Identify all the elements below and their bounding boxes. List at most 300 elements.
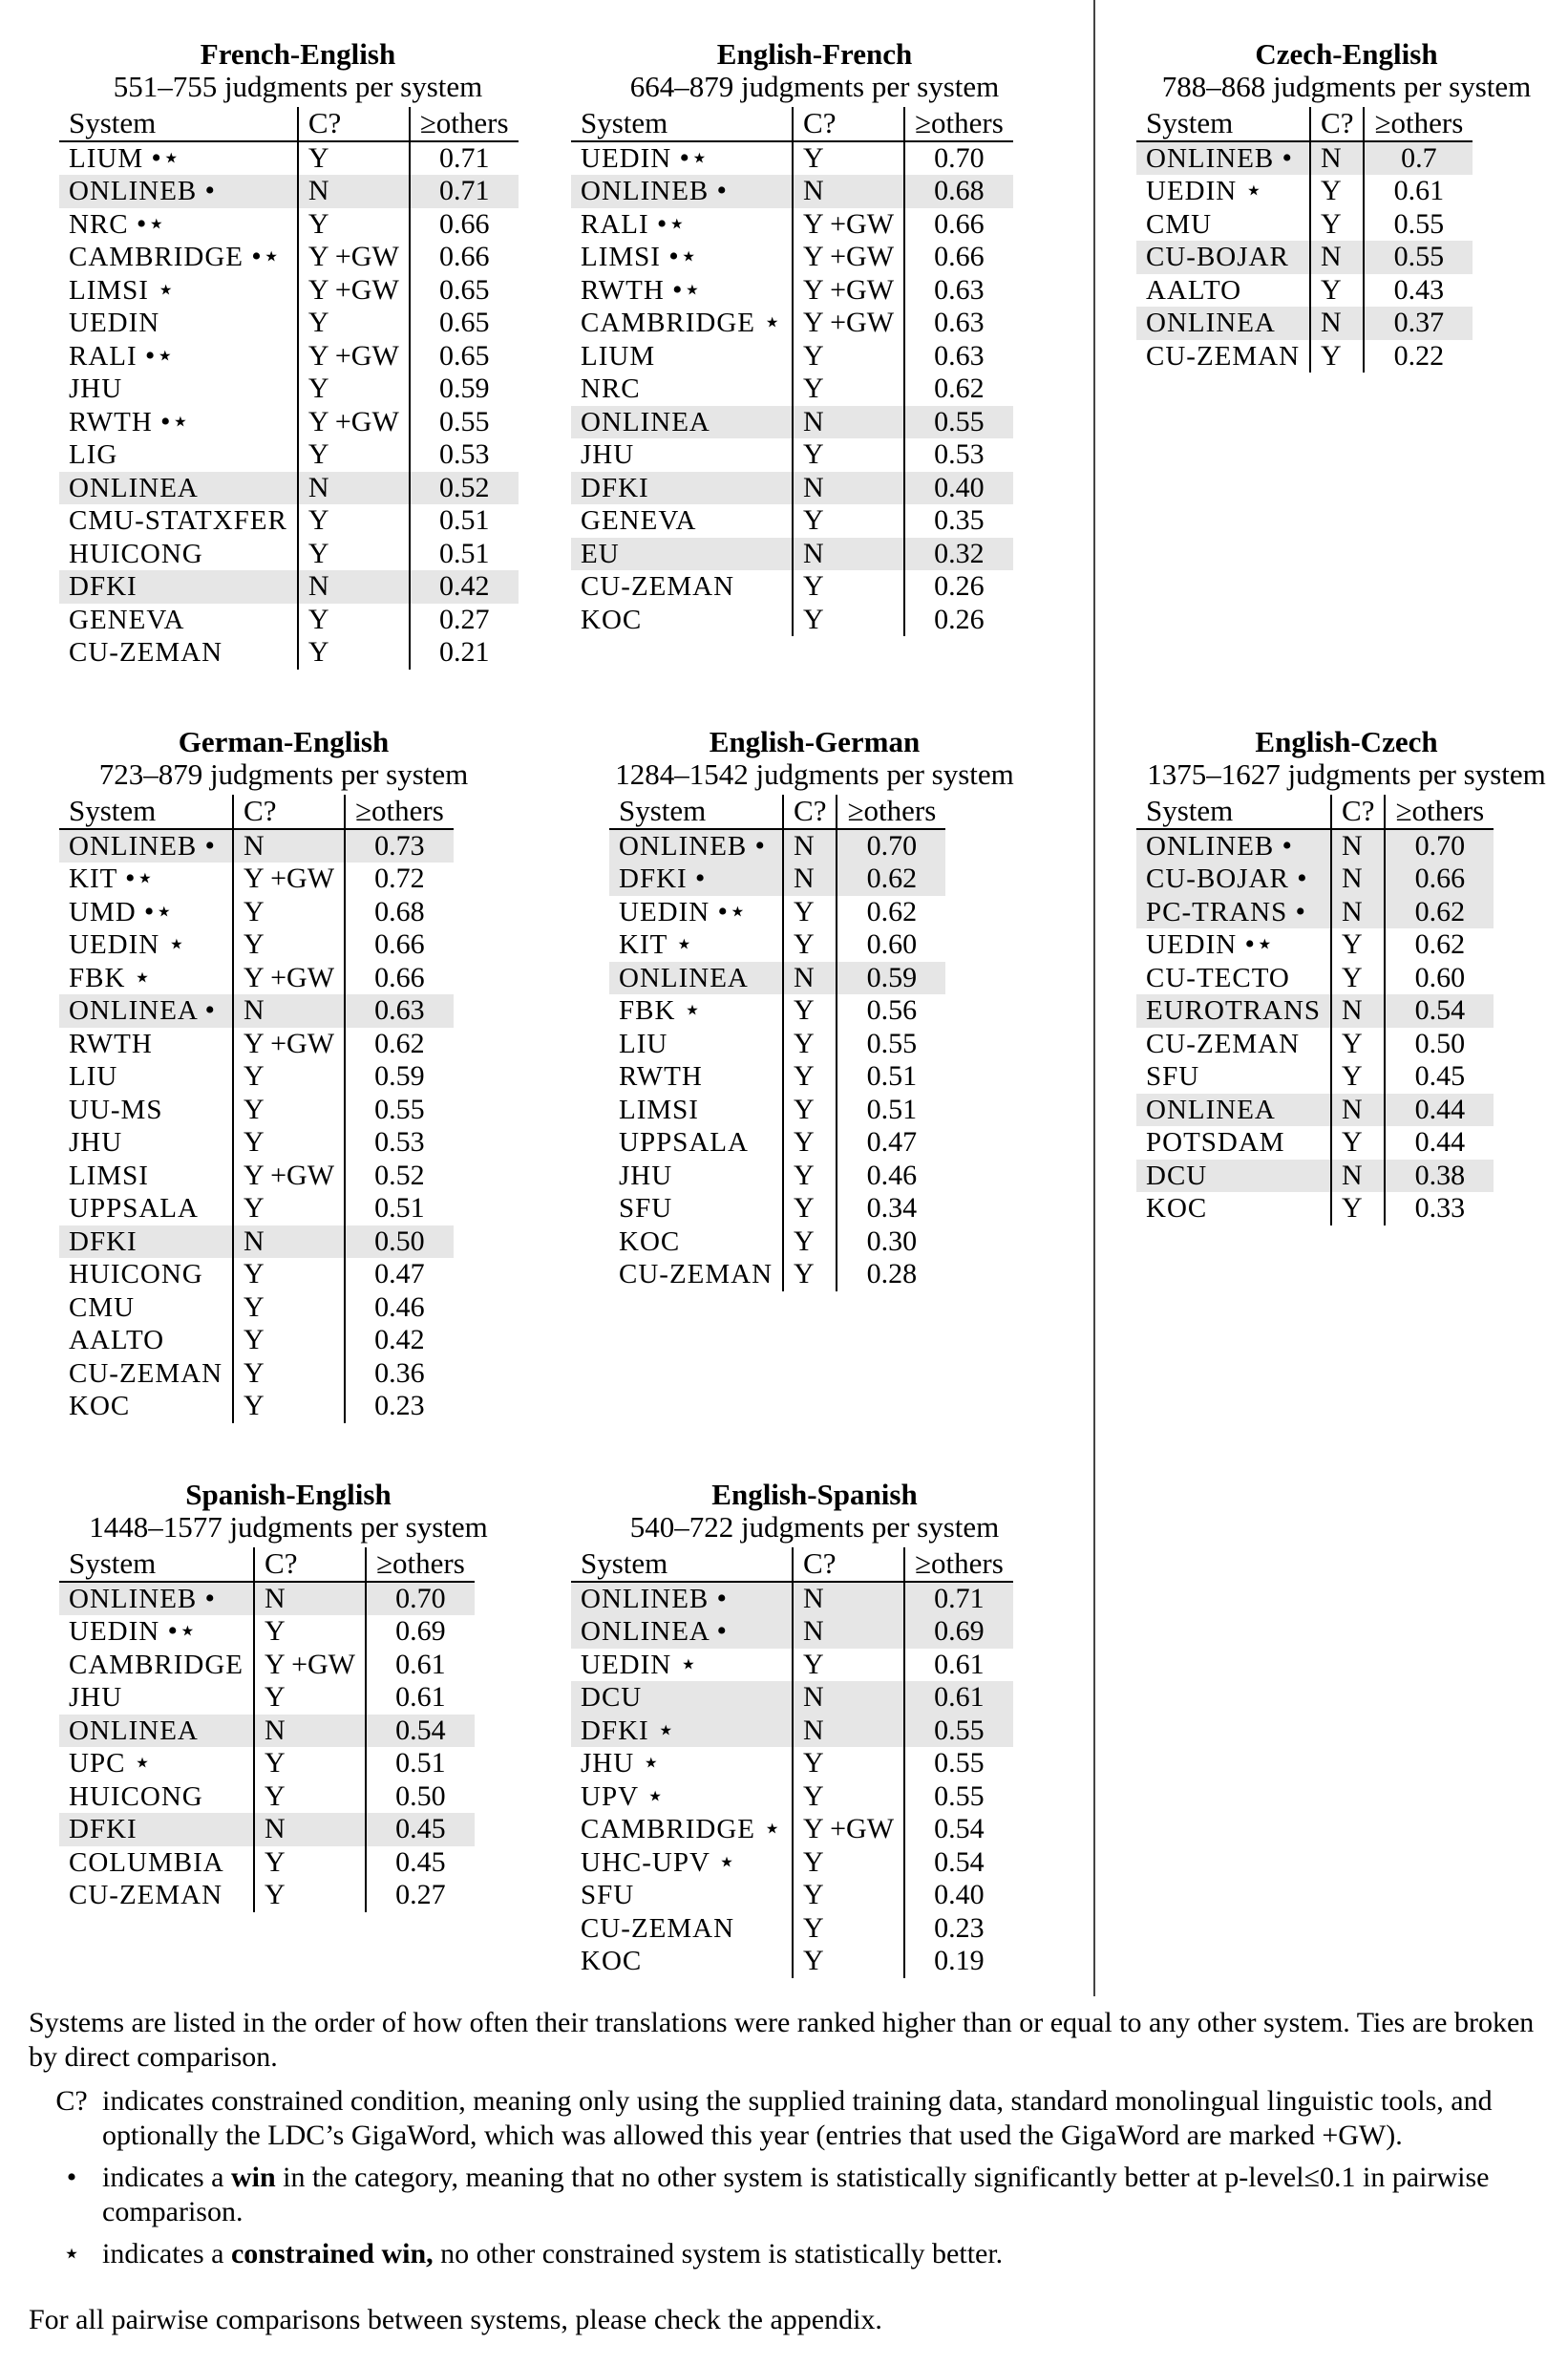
system-cell	[59, 636, 298, 670]
table-row	[59, 1390, 454, 1423]
constrained-cell	[793, 175, 904, 208]
system-cell	[59, 604, 298, 637]
results-table	[59, 1547, 475, 1912]
constrained-cell	[298, 307, 410, 340]
system-cell	[59, 1780, 254, 1814]
constrained-value: Y	[307, 307, 329, 338]
constrained-value: Y	[307, 141, 329, 174]
constrained-cell	[783, 1192, 837, 1225]
constrained-cell	[783, 962, 837, 995]
constrained-cell	[1310, 241, 1364, 274]
system-name: CMU	[1146, 208, 1213, 240]
system-name: UEDIN	[1146, 176, 1238, 206]
constrained-value: Y	[803, 570, 824, 602]
header-system: System	[1136, 795, 1331, 829]
system-cell	[609, 928, 783, 962]
table-row	[571, 307, 1013, 340]
system-name: LIU	[69, 1061, 118, 1092]
table-row	[59, 438, 519, 472]
score-cell: 0.55	[904, 1747, 1013, 1780]
score-cell: 0.51	[837, 1094, 945, 1127]
constrained-value: Y	[803, 1813, 823, 1844]
constrained-cell	[233, 1028, 345, 1061]
table-row	[1136, 1060, 1494, 1094]
score-cell: 0.56	[837, 994, 945, 1028]
system-cell	[609, 896, 783, 929]
header-constrained: C?	[1310, 107, 1364, 141]
system-name: DFKI	[69, 1225, 138, 1257]
system-cell	[571, 472, 793, 505]
header-others: ≥others	[904, 107, 1013, 141]
header-others: ≥others	[366, 1547, 475, 1582]
system-name: UPC	[69, 1748, 126, 1779]
table-row	[609, 1160, 945, 1193]
constrained-value: Y	[244, 1192, 265, 1224]
constrained-value: Y	[244, 1060, 265, 1092]
score-cell: 0.53	[904, 438, 1013, 472]
constrained-value: Y	[1321, 273, 1342, 306]
system-name: JHU	[581, 1748, 635, 1779]
constrained-value: Y	[803, 1747, 824, 1779]
constrained-value: Y	[803, 207, 823, 240]
score-cell: 0.54	[904, 1813, 1013, 1846]
panel-english-spanish	[571, 1479, 1058, 1978]
table-row	[59, 1060, 454, 1094]
win-mark-icon: •	[1297, 863, 1308, 894]
constrained-text: indicates constrained condition, meaning only using the supplied training data, standard monolingual linguistic tools, and optionally the LDC’s GigaWord, which was allowed this year (entries that used the GigaWord are marked +GW).	[102, 2085, 1493, 2151]
table-row	[59, 829, 454, 863]
notes	[29, 2006, 1547, 2279]
system-name: PC-TRANS	[1146, 896, 1288, 927]
results-table	[1136, 795, 1494, 1225]
system-name: CAMBRIDGE	[581, 1814, 756, 1844]
score-cell: 0.63	[904, 340, 1013, 373]
constrained-value: N	[307, 175, 329, 206]
win-mark-icon: •⋆	[656, 207, 688, 240]
score-cell: 0.63	[904, 307, 1013, 340]
score-cell: 0.55	[904, 1715, 1013, 1748]
header-row	[59, 795, 454, 829]
system-cell	[59, 994, 233, 1028]
system-name: UEDIN	[69, 308, 160, 338]
constrained-value: N	[803, 471, 824, 503]
score-cell: 0.69	[366, 1615, 475, 1649]
constrained-cell	[233, 896, 345, 929]
score-cell: 0.27	[366, 1879, 475, 1912]
system-cell	[59, 1357, 233, 1391]
score-cell: 0.66	[410, 241, 519, 274]
table-row	[59, 1028, 454, 1061]
system-name: UEDIN	[1146, 929, 1238, 960]
constrained-cell	[1310, 208, 1364, 242]
win-mark-icon: ⋆	[717, 1845, 737, 1878]
constrained-value: Y	[1342, 961, 1363, 993]
results-table	[571, 1547, 1013, 1978]
table-row	[1136, 1028, 1494, 1061]
gigaword-flag: +GW	[334, 241, 399, 272]
system-cell	[571, 1649, 793, 1682]
constrained-cell	[254, 1780, 366, 1814]
system-cell	[571, 604, 793, 637]
system-cell	[1136, 994, 1331, 1028]
system-cell	[1136, 307, 1310, 340]
constrained-value: Y	[244, 1390, 265, 1421]
score-cell: 0.45	[1385, 1060, 1494, 1094]
system-cell	[59, 1094, 233, 1127]
constrained-cell	[783, 1094, 837, 1127]
score-cell: 0.53	[410, 438, 519, 472]
panel-title: French-English	[200, 37, 396, 71]
constrained-cell	[298, 241, 410, 274]
system-name: ONLINEA	[581, 1616, 710, 1647]
cwin-text-pre: indicates a	[102, 2238, 224, 2269]
constrained-value: N	[265, 1714, 286, 1746]
score-cell: 0.63	[345, 994, 454, 1028]
constrained-cell	[783, 1126, 837, 1160]
system-name: FBK	[69, 962, 126, 993]
win-mark-icon: •⋆	[717, 895, 748, 927]
constrained-value: Y	[803, 1779, 824, 1812]
system-cell	[1136, 863, 1331, 896]
score-cell: 0.27	[410, 604, 519, 637]
constrained-cell	[298, 538, 410, 571]
panel-english-czech	[1136, 726, 1557, 1225]
table-row	[609, 1028, 945, 1061]
constrained-cell	[233, 1094, 345, 1127]
win-mark-icon: •	[1282, 829, 1294, 862]
constrained-value: Y	[244, 1324, 265, 1355]
score-cell: 0.40	[904, 1879, 1013, 1912]
score-cell: 0.55	[904, 406, 1013, 439]
table-row	[59, 1681, 475, 1715]
system-cell	[609, 863, 783, 896]
constrained-value: N	[1321, 307, 1342, 338]
header-others: ≥others	[1364, 107, 1473, 141]
constrained-cell	[233, 1192, 345, 1225]
constrained-cell	[298, 438, 410, 472]
constrained-cell	[298, 141, 410, 176]
system-cell	[59, 1649, 254, 1682]
score-cell: 0.51	[837, 1060, 945, 1094]
system-name: SFU	[619, 1193, 673, 1224]
constrained-cell	[793, 373, 904, 406]
constrained-value: Y	[307, 373, 329, 404]
system-cell	[1136, 1126, 1331, 1160]
system-cell	[609, 1160, 783, 1193]
system-name: CU-ZEMAN	[1146, 1028, 1301, 1059]
constrained-value: N	[1342, 1093, 1363, 1125]
constrained-cell	[1331, 1094, 1385, 1127]
header-others: ≥others	[904, 1547, 1013, 1582]
score-cell: 0.70	[837, 829, 945, 863]
system-name: SFU	[581, 1880, 635, 1910]
win-mark-icon: •⋆	[672, 273, 703, 306]
header-system: System	[59, 795, 233, 829]
bullet-icon: •	[66, 2162, 77, 2193]
header-system: System	[609, 795, 783, 829]
table-row	[609, 1126, 945, 1160]
system-name: UU-MS	[69, 1094, 163, 1125]
win-mark-icon: •⋆	[1244, 928, 1275, 960]
system-name: CU-ZEMAN	[581, 1912, 735, 1944]
table-row	[571, 1813, 1013, 1846]
table-row	[59, 994, 454, 1028]
score-cell: 0.50	[345, 1225, 454, 1259]
table-row	[1136, 928, 1494, 962]
score-cell: 0.7	[1364, 141, 1473, 176]
score-cell: 0.28	[837, 1258, 945, 1291]
table-row	[1136, 340, 1473, 373]
system-cell	[571, 1846, 793, 1880]
constrained-value: N	[803, 537, 824, 569]
constrained-value: N	[265, 1813, 286, 1844]
constrained-cell	[1310, 274, 1364, 308]
system-name: DCU	[581, 1682, 643, 1713]
constrained-cell	[793, 1715, 904, 1748]
table-row	[1136, 208, 1473, 242]
constrained-value: Y	[803, 1845, 824, 1878]
constrained-value: Y	[307, 438, 329, 470]
constrained-value: N	[794, 961, 815, 993]
constrained-cell	[298, 636, 410, 670]
constrained-cell	[233, 1357, 345, 1391]
system-cell	[59, 1324, 233, 1357]
constrained-cell	[233, 1390, 345, 1423]
constrained-cell	[793, 208, 904, 242]
system-cell	[1136, 1094, 1331, 1127]
table-row	[59, 340, 519, 373]
system-name: LIMSI	[581, 242, 661, 272]
constrained-cell	[793, 1649, 904, 1682]
constrained-cell	[254, 1715, 366, 1748]
score-cell: 0.59	[345, 1060, 454, 1094]
win-mark-icon: ⋆	[1244, 175, 1264, 206]
constrained-cell	[793, 307, 904, 340]
table-row	[1136, 962, 1494, 995]
score-cell: 0.61	[1364, 175, 1473, 208]
table-row	[1136, 1160, 1494, 1193]
score-cell: 0.26	[904, 570, 1013, 604]
constrained-cell	[1331, 1126, 1385, 1160]
constrained-cell	[1331, 1160, 1385, 1193]
system-cell	[59, 373, 298, 406]
score-cell: 0.50	[1385, 1028, 1494, 1061]
system-cell	[59, 1291, 233, 1325]
score-cell: 0.51	[410, 504, 519, 538]
system-cell	[609, 1258, 783, 1291]
panel-french-english	[59, 38, 537, 670]
constrained-cell	[1331, 1192, 1385, 1225]
system-name: POTSDAM	[1146, 1127, 1285, 1158]
constrained-cell	[298, 604, 410, 637]
header-constrained: C?	[793, 107, 904, 141]
gigaword-flag: +GW	[830, 307, 895, 338]
table-row	[571, 208, 1013, 242]
constrained-value: Y	[794, 1225, 815, 1257]
win-text-pre: indicates a	[102, 2162, 224, 2193]
results-table	[571, 107, 1013, 636]
system-name: UEDIN	[581, 1649, 672, 1680]
constrained-cell	[1331, 962, 1385, 995]
system-cell	[571, 340, 793, 373]
system-name: ONLINEB	[1146, 142, 1275, 174]
table-row	[59, 472, 519, 505]
constrained-value: N	[1342, 863, 1363, 894]
system-name: CU-ZEMAN	[69, 1880, 223, 1910]
table-row	[1136, 141, 1473, 176]
score-cell: 0.30	[837, 1225, 945, 1259]
system-name: JHU	[69, 373, 123, 404]
win-mark-icon: •	[1282, 141, 1294, 174]
win-mark-icon: •	[754, 829, 767, 862]
constrained-value: Y	[244, 1290, 265, 1323]
score-cell: 0.65	[410, 340, 519, 373]
score-cell: 0.62	[1385, 896, 1494, 929]
system-name: UEDIN	[619, 896, 710, 927]
win-mark-icon: ⋆	[763, 1813, 783, 1844]
table-row	[571, 406, 1013, 439]
constrained-value: Y	[803, 141, 824, 174]
score-cell: 0.72	[345, 863, 454, 896]
constrained-value: N	[794, 829, 815, 862]
constrained-cell	[233, 1258, 345, 1291]
system-cell	[59, 1615, 254, 1649]
table-row	[609, 829, 945, 863]
system-name: ONLINEA	[1146, 308, 1276, 338]
table-row	[59, 1649, 475, 1682]
score-cell: 0.61	[366, 1649, 475, 1682]
footer-note: For all pairwise comparisons between systems, please check the appendix.	[29, 2304, 882, 2335]
constrained-value: Y	[794, 928, 815, 960]
constrained-value: N	[1342, 1159, 1363, 1191]
constrained-value: Y	[794, 994, 815, 1026]
table-row	[571, 274, 1013, 308]
system-name: ONLINEB	[69, 830, 198, 862]
system-cell	[59, 274, 298, 308]
score-cell: 0.55	[837, 1028, 945, 1061]
constrained-cell	[793, 1945, 904, 1978]
system-name: CAMBRIDGE	[581, 308, 756, 338]
system-cell	[59, 406, 298, 439]
constrained-cell	[254, 1813, 366, 1846]
system-cell	[1136, 1060, 1331, 1094]
win-text-post: in the category, meaning that no other system is statistically significantly better at p-level≤0.1 in pairwise comparison.	[102, 2162, 1490, 2227]
score-cell: 0.70	[1385, 829, 1494, 863]
table-row	[609, 896, 945, 929]
win-mark-icon: •	[694, 863, 707, 894]
header-others: ≥others	[1385, 795, 1494, 829]
system-cell	[571, 175, 793, 208]
score-cell: 0.36	[345, 1357, 454, 1391]
panel-subtitle: 723–879 judgments per system	[98, 757, 469, 791]
constrained-cell	[793, 274, 904, 308]
system-name: RWTH	[619, 1061, 703, 1092]
table-row	[59, 1094, 454, 1127]
score-cell: 0.51	[366, 1747, 475, 1780]
system-name: ONLINEB	[581, 176, 710, 206]
score-cell: 0.45	[366, 1846, 475, 1880]
score-cell: 0.37	[1364, 307, 1473, 340]
constrained-value: Y	[307, 207, 329, 240]
table-row	[59, 1615, 475, 1649]
constrained-cell	[233, 962, 345, 995]
constrained-value: N	[803, 1681, 824, 1713]
score-cell: 0.32	[904, 538, 1013, 571]
score-cell: 0.23	[904, 1912, 1013, 1946]
system-name: ONLINEB	[581, 1583, 710, 1614]
panel-subtitle: 1284–1542 judgments per system	[615, 757, 1014, 791]
system-cell	[1136, 928, 1331, 962]
system-name: UPPSALA	[619, 1127, 749, 1158]
constrained-value: Y	[803, 241, 823, 272]
table-row	[571, 504, 1013, 538]
table-row	[1136, 1192, 1494, 1225]
system-cell	[59, 1747, 254, 1780]
table-row	[609, 1192, 945, 1225]
system-name: LIUM	[581, 340, 656, 372]
constrained-value: N	[1342, 829, 1363, 862]
constrained-value: Y	[265, 1879, 286, 1910]
constrained-cell	[298, 175, 410, 208]
constrained-value: Y	[307, 603, 329, 635]
system-name: GENEVA	[581, 505, 697, 536]
column-divider	[1093, 0, 1095, 1996]
score-cell: 0.71	[410, 175, 519, 208]
header-row	[59, 1547, 475, 1582]
constrained-cell	[233, 863, 345, 896]
table-row	[571, 438, 1013, 472]
panel-czech-english	[1136, 38, 1557, 373]
system-cell	[571, 1582, 793, 1616]
system-cell	[1136, 141, 1310, 176]
score-cell: 0.43	[1364, 274, 1473, 308]
constrained-value: Y	[307, 537, 329, 569]
score-cell: 0.60	[1385, 962, 1494, 995]
constrained-cell	[233, 1060, 345, 1094]
constrained-cell	[793, 1615, 904, 1649]
system-cell	[59, 1258, 233, 1291]
constrained-value: Y	[265, 1681, 286, 1713]
score-cell: 0.62	[1385, 928, 1494, 962]
table-row	[1136, 994, 1494, 1028]
constrained-value: N	[1321, 241, 1342, 272]
system-cell	[1136, 175, 1310, 208]
system-cell	[571, 1715, 793, 1748]
table-row	[609, 994, 945, 1028]
constrained-cell	[298, 208, 410, 242]
constrained-cell	[254, 1582, 366, 1616]
star-icon: ⋆	[62, 2238, 81, 2269]
score-cell: 0.66	[904, 241, 1013, 274]
results-table	[59, 107, 519, 670]
constrained-value: Y	[794, 1027, 815, 1059]
constrained-value: Y	[244, 1126, 265, 1158]
constrained-cell	[1331, 829, 1385, 863]
constrained-cell	[783, 1225, 837, 1259]
system-name: KIT	[69, 863, 117, 894]
table-row	[609, 1094, 945, 1127]
table-row	[59, 1357, 454, 1391]
system-name: CMU-STATXFER	[69, 505, 287, 536]
system-name: RALI	[69, 340, 138, 372]
table-row	[59, 307, 519, 340]
constrained-value: N	[1342, 895, 1363, 927]
header-others: ≥others	[410, 107, 519, 141]
constrained-value: Y	[803, 603, 824, 635]
constrained-cell	[793, 141, 904, 176]
score-cell: 0.61	[904, 1681, 1013, 1715]
table-row	[59, 1225, 454, 1259]
